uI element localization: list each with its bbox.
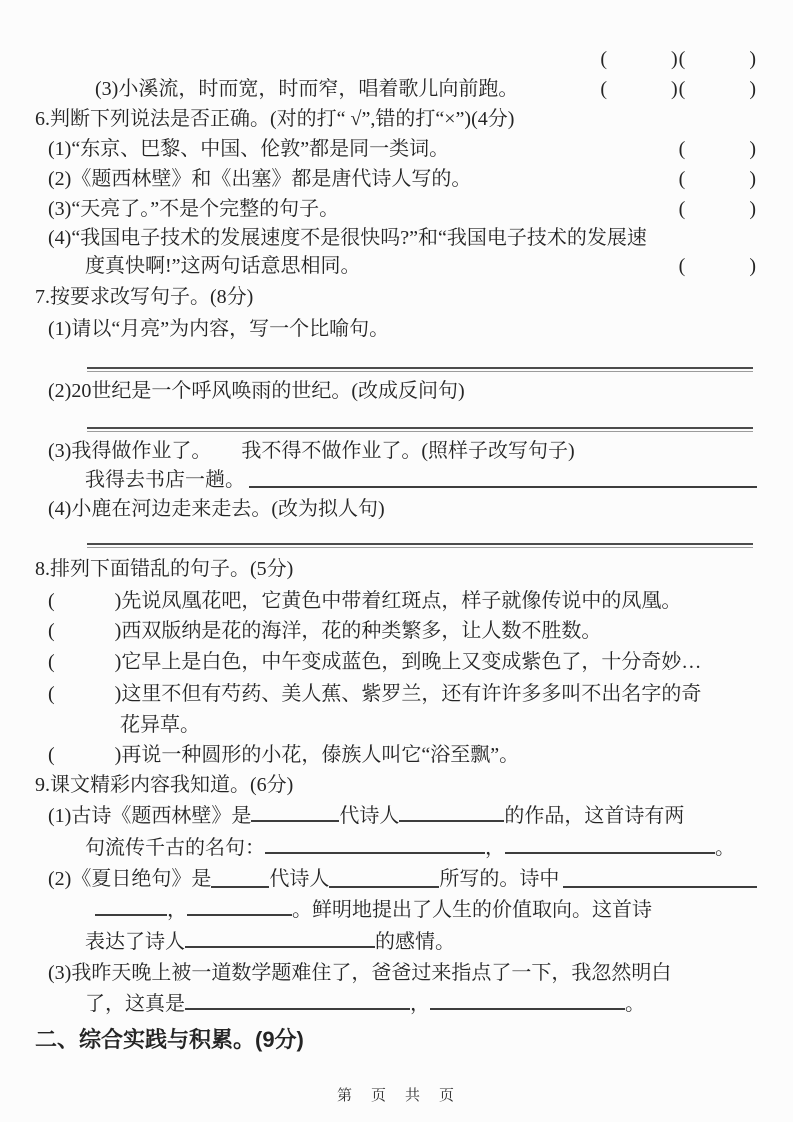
question-8-title: 8.排列下面错乱的句子。(5分)	[35, 558, 294, 580]
q8-item-5: ( )再说一种圆形的小花，傣族人叫它“浴至飘”。	[48, 744, 520, 766]
q7-item-3-cont-text: 我得去书店一趟。	[85, 469, 245, 491]
answer-parens: ( )( )	[600, 78, 757, 100]
answer-blank	[249, 486, 757, 488]
q7-answer-row-2	[35, 406, 757, 436]
section-2-heading: 二、综合实践与积累。(9分)	[35, 1027, 304, 1052]
answer-parens: ( )	[678, 138, 757, 160]
q8-item-1: ( )先说凤凰花吧，它黄色中带着红斑点，样子就像传说中的凤凰。	[48, 590, 682, 612]
answer-blank	[399, 820, 504, 822]
q6-item-2: (2)《题西林壁》和《出塞》都是唐代诗人写的。 ( )	[35, 164, 757, 194]
question-6-title: 6.判断下列说法是否正确。(对的打“ √”,错的打“×”)(4分)	[35, 108, 515, 130]
answer-blank	[95, 914, 167, 916]
answer-blank	[185, 946, 375, 948]
q6-item-4-line-2: 度真快啊!”这两句话意思相同。 ( )	[35, 252, 757, 280]
q7-answer-row-3	[35, 524, 757, 552]
answer-line	[87, 367, 753, 372]
answer-blank	[563, 886, 757, 888]
q9-item-2-line-3: 表达了诗人 的感情。	[85, 931, 455, 953]
q9-item-2-line-2: ， 。鲜明地提出了人生的价值取向。这首诗	[35, 894, 757, 926]
q6-item-3: (3)“天亮了。”不是个完整的句子。 ( )	[35, 194, 757, 224]
answer-blank	[185, 1008, 410, 1010]
answer-blank	[251, 820, 339, 822]
q9-item-3-line-1: (3)我昨天晚上被一道数学题难住了，爸爸过来指点了一下，我忽然明白	[48, 962, 672, 984]
answer-parens-row-top	[35, 44, 757, 74]
top-item-3-text: (3)小溪流，时而宽，时而窄，唱着歌儿向前跑。	[95, 78, 519, 100]
q8-item-4-line-1: ( )这里不但有芍药、美人蕉、紫罗兰，还有许许多多叫不出名字的奇	[48, 683, 702, 705]
answer-blank	[265, 852, 485, 854]
answer-parens: ( )	[678, 255, 757, 277]
q6-item-4-line-1: (4)“我国电子技术的发展速度不是很快吗?”和“我国电子技术的发展速	[48, 227, 647, 249]
q7-item-2: (2)20世纪是一个呼风唤雨的世纪。(改成反问句)	[48, 380, 465, 402]
question-7-title: 7.按要求改写句子。(8分)	[35, 286, 254, 308]
answer-blank	[430, 1008, 625, 1010]
answer-blank	[329, 886, 439, 888]
answer-parens: ( )( )	[600, 48, 757, 70]
q7-item-4: (4)小鹿在河边走来走去。(改为拟人句)	[48, 498, 385, 520]
answer-line	[87, 543, 753, 548]
q8-item-2: ( )西双版纳是花的海洋，花的种类繁多，让人数不胜数。	[48, 620, 602, 642]
q7-item-3: (3)我得做作业了。 我不得不做作业了。(照样子改写句子)	[48, 440, 575, 462]
q7-item-3-continuation	[35, 466, 757, 494]
q7-answer-row-1	[35, 344, 757, 376]
q7-item-1: (1)请以“月亮”为内容，写一个比喻句。	[48, 318, 390, 340]
answer-parens: ( )	[678, 198, 757, 220]
q9-item-2-line-1: (2)《夏日绝句》是 代诗人 所写的。诗中	[35, 864, 757, 894]
top-item-3-row	[35, 74, 757, 104]
answer-blank	[187, 914, 292, 916]
page-footer: 第 页 共 页	[336, 1088, 456, 1104]
q6-item-1: (1)“东京、巴黎、中国、伦敦”都是同一类词。 ( )	[35, 134, 757, 164]
answer-parens: ( )	[678, 168, 757, 190]
q8-item-4-line-2: 花异草。	[120, 714, 200, 736]
q8-item-3: ( )它早上是白色，中午变成蓝色，到晚上又变成紫色了，十分奇妙…	[48, 651, 702, 673]
question-9-title: 9.课文精彩内容我知道。(6分)	[35, 774, 294, 796]
answer-blank	[505, 852, 715, 854]
q9-item-1-line-2: 句流传千古的名句： ， 。	[85, 837, 735, 859]
q9-item-3-line-2: 了，这真是 ， 。	[85, 993, 645, 1015]
answer-line	[87, 427, 753, 432]
q9-item-1-line-1: (1)古诗《题西林壁》是 代诗人 的作品，这首诗有两	[48, 805, 685, 827]
answer-blank	[211, 886, 269, 888]
